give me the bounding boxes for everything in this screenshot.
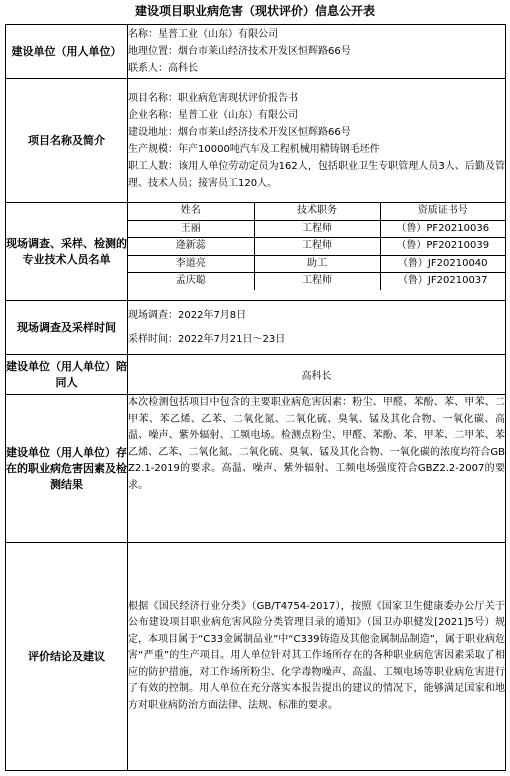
info-table xyxy=(5,24,506,771)
project-scale: 生产规模：年产10000吨汽车及工程机械用精铸钢毛坯件 xyxy=(128,143,380,155)
project-company: 企业名称：星普工业（山东）有限公司 xyxy=(128,109,298,121)
staff-cert: （鲁）JF20210040 xyxy=(380,255,505,273)
page-title: 建设项目职业病危害（现状评价）信息公开表 xyxy=(134,4,375,18)
staff-row xyxy=(128,220,505,238)
conclusion-content xyxy=(128,543,506,771)
unit-content xyxy=(128,25,506,79)
staff-header-name: 姓名 xyxy=(128,203,254,220)
escort-label: 建设单位（用人单位）陪同人 xyxy=(6,355,128,395)
survey-staff-row xyxy=(6,203,506,301)
project-row xyxy=(6,79,506,203)
staff-header-row xyxy=(128,203,505,220)
sampling-date: 采样时间：2022年7月21日～23日 xyxy=(128,333,286,345)
hazards-row xyxy=(6,395,506,543)
survey-staff-cell xyxy=(128,203,506,301)
hazards-label: 建设单位（用人单位）存在的职业病危害因素及检测结果 xyxy=(6,395,128,543)
staff-title: 工程师 xyxy=(254,220,380,238)
staff-name: 孟庆聪 xyxy=(128,273,254,290)
time-content xyxy=(128,301,506,355)
project-content xyxy=(128,79,506,203)
staff-title: 助工 xyxy=(254,255,380,273)
unit-row xyxy=(6,25,506,79)
unit-label: 建设单位（用人单位） xyxy=(6,25,128,79)
staff-table xyxy=(128,203,505,290)
staff-name: 逄新蕊 xyxy=(128,238,254,256)
hazards-text: 本次检测包括项目中包含的主要职业病危害因素：粉尘、甲醛、苯酚、苯、甲苯、二甲苯、苯乙烯、乙苯、二氧化氮、二氧化硫、臭氧、锰及其化合物、一氧化碳、高温、噪声、紫外辐射、工频电场。检测点粉尘、甲醛、苯酚、苯、甲苯、二甲苯、苯乙烯、乙苯、二氧化氮、二氧化硫、臭氧、锰及其化合物、一氧化碳的浓度均符合GBZ2.1-2019的要求。高温、噪声、紫外辐射、工频电场强度符合GBZ2.2-2007的要求。 xyxy=(128,397,505,491)
unit-contact: 联系人：高科长 xyxy=(128,63,198,74)
staff-cert: （鲁）PF20210036 xyxy=(380,220,505,238)
time-row xyxy=(6,301,506,355)
conclusion-label: 评价结论及建议 xyxy=(6,543,128,771)
staff-name: 李道亮 xyxy=(128,255,254,273)
staff-title: 工程师 xyxy=(254,273,380,290)
staff-name: 王丽 xyxy=(128,220,254,238)
project-staff-count: 职工人数：该用人单位劳动定员为162人，包括职业卫生专职管理人员3人、后勤及管理、技术人员；接害员工120人。 xyxy=(128,160,505,189)
staff-header-cert: 资质证书号 xyxy=(380,203,505,220)
escort-row xyxy=(6,355,506,395)
survey-date: 现场调查：2022年7月8日 xyxy=(128,309,247,321)
staff-row xyxy=(128,255,505,273)
staff-cert: （鲁）JF20210037 xyxy=(380,273,505,290)
staff-cert: （鲁）PF20210039 xyxy=(380,238,505,256)
staff-title: 工程师 xyxy=(254,238,380,256)
survey-staff-label: 现场调查、采样、检测的专业技术人员名单 xyxy=(6,203,128,301)
unit-address: 地理位置：烟台市莱山经济技术开发区恒辉路66号 xyxy=(128,46,351,57)
conclusion-row xyxy=(6,543,506,771)
project-name: 项目名称：职业病危害现状评价报告书 xyxy=(128,92,298,104)
staff-row xyxy=(128,273,505,290)
escort-value: 高科长 xyxy=(128,355,506,395)
project-label: 项目名称及简介 xyxy=(6,79,128,203)
project-address: 建设地址：烟台市莱山经济技术开发区恒辉路66号 xyxy=(128,126,351,138)
time-label: 现场调查及采样时间 xyxy=(6,301,128,355)
conclusion-text: 根据《国民经济行业分类》（GB/T4754-2017），按照《国家卫生健康委办公厅关于公布建设项目职业病危害风险分类管理目录的通知》（国卫办职健发[2021]5号）规定，本项目属于“C33金属制品业”中“C339铸造及其他金属制品制造”，属于职业病危害“严重”的生产项目。用人单位针对其工作场所存在的各种职业病危害因素采取了相应的防护措施，对工作场所粉尘、化学毒物噪声、高温、工频电场等职业病危害进行了有效的控制。用人单位在充分落实本报告提出的建议的情况下，能够满足国家和地方对职业病防治方面法律、法规、标准的要求。 xyxy=(128,600,505,711)
staff-row xyxy=(128,238,505,256)
staff-header-title: 技术职务 xyxy=(254,203,380,220)
hazards-content xyxy=(128,395,506,543)
unit-name: 名称：星普工业（山东）有限公司 xyxy=(128,29,278,40)
